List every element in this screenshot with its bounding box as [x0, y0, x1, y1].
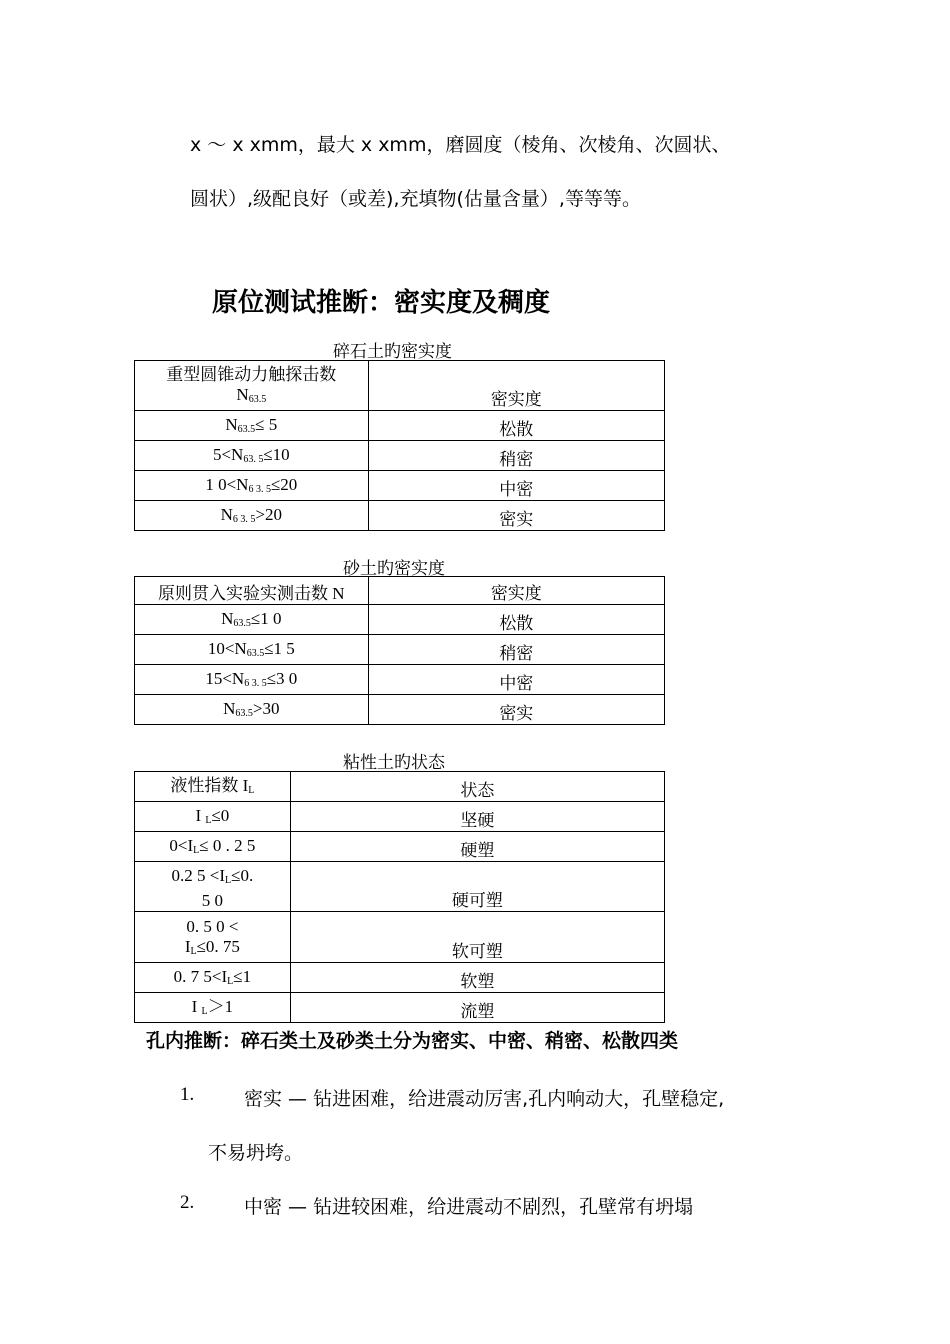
- table-cell: $10<N_{63.5}\le 1$ 5: [135, 635, 369, 665]
- table-row: [135, 441, 665, 471]
- table-row: [135, 802, 665, 832]
- table-row: [135, 411, 665, 441]
- table-cell: 软塑: [290, 963, 664, 993]
- intro-line-1: x ～ x xmm，最大 x xmm，磨圆度（棱角、次棱角、次圆状、: [190, 134, 731, 156]
- table-cell: 1 $0<N_{6 3. 5}\le 20$: [135, 471, 369, 501]
- table-cell: 硬塑: [290, 832, 664, 862]
- header-line: 重型圆锥动力触探击数: [166, 365, 337, 384]
- table-cell: 0.2 $5 <I_L\le 0$. 5 0: [135, 862, 291, 912]
- table-row: [135, 501, 665, 531]
- table-cell: 松散: [368, 605, 664, 635]
- table1-caption: 碎石土旳密实度: [333, 342, 452, 361]
- table3-caption: 粘性土旳状态: [343, 753, 445, 772]
- table-row: [135, 912, 665, 963]
- table-row: [135, 605, 665, 635]
- table-cell: 稍密: [368, 635, 664, 665]
- table-sand-density: [134, 576, 665, 725]
- table-row: [135, 862, 665, 912]
- table-cell: 硬可塑: [290, 862, 664, 912]
- list-item-number: 1.: [180, 1084, 195, 1105]
- table-header-row: [135, 772, 665, 802]
- table-cell: I $_L$≤0: [135, 802, 291, 832]
- header-cell: 密实度: [368, 361, 664, 411]
- header-cell: 原则贯入实验实测击数 N: [135, 577, 369, 605]
- table-row: [135, 832, 665, 862]
- table-cell: $5<N_{63. 5}\le 10$: [135, 441, 369, 471]
- table-cell: 中密: [368, 471, 664, 501]
- list-item-number: 2.: [180, 1192, 195, 1213]
- table-row: [135, 993, 665, 1023]
- list-item-continuation: 不易坍垮。: [208, 1142, 304, 1164]
- list-item: 中密 — 钻进较困难，给进震动不剧烈，孔壁常有坍塌: [244, 1196, 694, 1218]
- table-row: [135, 635, 665, 665]
- table-cell: 稍密: [368, 441, 664, 471]
- table-cell: $N_{63.5}\le 5$: [135, 411, 369, 441]
- header-line: $N_{63.5}$: [236, 385, 267, 405]
- table-cell: I $_L$＞1: [135, 993, 291, 1023]
- header-cell: 密实度: [368, 577, 664, 605]
- header-cell: 液性指数 $I_L$: [135, 772, 291, 802]
- table-row: [135, 665, 665, 695]
- table-clay-state: [134, 771, 665, 1023]
- section-title: 原位测试推断：密实度及稠度: [212, 288, 551, 318]
- table-header-row: [135, 361, 665, 411]
- table-cell: $N_{6 3. 5}>20$: [135, 501, 369, 531]
- hole-heading: 孔内推断：碎石类土及砂类土分为密实、中密、稍密、松散四类: [146, 1030, 679, 1052]
- table-header-row: [135, 577, 665, 605]
- table-gravel-density: [134, 360, 665, 531]
- header-cell: 状态: [290, 772, 664, 802]
- table-cell: 流塑: [290, 993, 664, 1023]
- intro-line-2: 圆状）,级配良好（或差),充填物(估量含量）,等等等。: [190, 188, 641, 210]
- table-cell: 密实: [368, 501, 664, 531]
- header-cell: [135, 361, 369, 411]
- table-cell: 软可塑: [290, 912, 664, 963]
- table-cell: $15<N_{6 3. 5}\le 3$ 0: [135, 665, 369, 695]
- table-row: [135, 471, 665, 501]
- table-cell: 坚硬: [290, 802, 664, 832]
- table-cell: $0<I_L\le 0$ . 2 5: [135, 832, 291, 862]
- table2-caption: 砂土旳密实度: [343, 559, 445, 578]
- table-cell: 松散: [368, 411, 664, 441]
- list-item: 密实 — 钻进困难，给进震动厉害,孔内响动大，孔壁稳定,: [244, 1088, 725, 1110]
- table-row: [135, 963, 665, 993]
- table-cell: 0. 7 $5<I_L\le 1$: [135, 963, 291, 993]
- table-cell: $N_{63.5}\le 1$ 0: [135, 605, 369, 635]
- table-cell: 0. 5 0 < $I_L\le 0$. 75: [135, 912, 291, 963]
- table-cell: $N_{63.5}>30$: [135, 695, 369, 725]
- table-row: [135, 695, 665, 725]
- table-cell: 密实: [368, 695, 664, 725]
- table-cell: 中密: [368, 665, 664, 695]
